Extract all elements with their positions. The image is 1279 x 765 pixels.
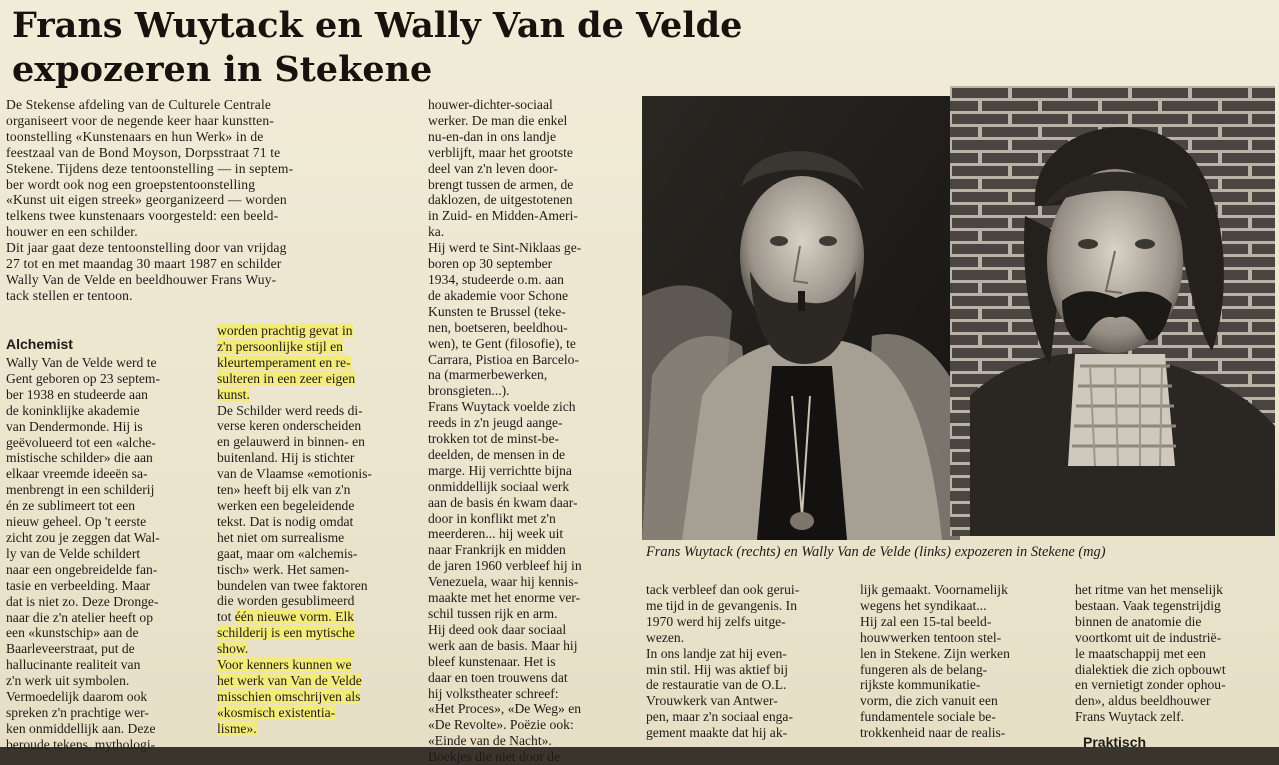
- photo-frans-wuytack: [642, 96, 960, 540]
- highlighted-passage: worden prachtig gevat in z'n persoonlijke stijl en kleurtemperament en re- sulteren in een zeer eigen kunst.: [217, 323, 356, 402]
- column-4-body: tack verbleef dan ook gerui- me tijd in de gevangenis. In 1970 werd hij zelfs uitge- wezen. In ons landje zat hij even- min stil. Hij was aktief bij de restauratie van de O.L. Vrouwkerk van Antwer- pen, maar z'n sociaal enga- gement maakte dat hij ak-: [646, 582, 800, 741]
- portrait-bearded-man-icon: [642, 96, 960, 540]
- column-5-body: lijk gemaakt. Voornamelijk wegens het syndikaat... Hij zal een 15-tal beeld- houwwerken tentoon stel- len in Stekene. Zijn werken fungeren als de belang- rijkste kommunikatie- vorm, die zich vanuit een fundamentele sociale be- trokkenheid naar de realis-: [860, 582, 1010, 741]
- highlighted-passage: één nieuwe vorm. Elk schilderij is een mytische show.: [217, 609, 355, 657]
- column-2-body: [217, 323, 421, 747]
- column-6-body: het ritme van het menselijk bestaan. Vaak tegenstrijdig binnen de anatomie die voortkomt uit de industrië- le maatschappij met een dialektiek die zich opbouwt en vernietigt zonder ophou- den», aldus beeldhouwer Frans Wuytack zelf.: [1075, 582, 1226, 725]
- photo-wally-van-de-velde: [950, 86, 1275, 536]
- column-2-text: De Schilder werd reeds di- verse keren onderscheiden en gelauwerd in binnen- en buitenland. Hij is stichter van de Vlaamse «emotionis- ten» heeft bij elk van z'n werken een begeleidende tekst. Dat is nodig omdat het niet om surrealisme gaat, maar om «alchemis- tisch» werk. Het samen- bundelen van twee faktoren die worden gesublimeerd tot: [217, 402, 372, 625]
- article-headline: Frans Wuytack en Wally Van de Velde expozeren in Stekene: [12, 5, 743, 90]
- subhead-praktisch: Praktisch: [1083, 734, 1147, 750]
- highlighted-passage: Voor kenners kunnen we het werk van Van de Velde misschien omschrijven als «kosmisch existentia- lisme».: [217, 657, 362, 736]
- column-1-body: Wally Van de Velde werd te Gent geboren op 23 septem- ber 1938 en studeerde aan de koninklijke akademie van Dendermonde. Hij is geëvolueerd tot een «alche- mistische schilder» die aan elkaar vreemde ideeën sa- menbrengt in een schilderij én ze sublimeert tot een nieuw geheel. Op 't eerste zicht zou je zeggen dat Wal- ly van de Velde schildert naar een ongebreidelde fan- tasie en verbeelding. Maar dat is niet zo. Deze Dronge- naar die z'n atelier heeft op een «kunstschip» aan de Baarleveerstraat, put de hallucinante realiteit van z'n werk uit symbolen. Vermoedelijk daarom ook spreken z'n prachtige wer- ken onmiddellijk aan. Deze beroude tekens, mythologi-: [6, 355, 161, 752]
- intro-paragraph: De Stekense afdeling van de Culturele Centrale organiseert voor de negende keer haar kunstten- toonstelling «Kunstenaars en hun Werk» in de feestzaal van de Bond Moyson, Dorpsstraat 71 te Stekene. Tijdens deze tentoonstelling — in septem- ber wordt ook nog een groepstentoonstelling «Kunst uit eigen streek» georganizeerd — worden telkens twee kunstenaars voorgesteld: een beeld- houwer en een schilder. Dit jaar gaat deze tentoonstelling door van vrijdag 27 tot en met maandag 30 maart 1987 en schilder Wally Van de Velde en beeldhouwer Frans Wuy- tack stellen er tentoon.: [6, 97, 294, 303]
- column-3-body: houwer-dichter-sociaal werker. De man die enkel nu-en-dan in ons landje verblijft, maar het grootste deel van z'n leven door- brengt tussen de armen, de daklozen, de uitgestotenen in Zuid- en Midden-Ameri- ka. Hij werd te Sint-Niklaas ge- boren op 30 september 1934, studeerde o.m. aan de akademie voor Schone Kunsten te Brussel (teke- nen, boetseren, beeldhou- wen), te Gent (filosofie), te Carrara, Pistioa en Barcelo- na (marmerbewerken, bronsgieten...). Frans Wuytack voelde zich reeds in z'n jeugd aange- trokken tot de minst-be- deelden, de mensen in de marge. Hij verrichtte bijna onmiddellijk sociaal werk aan de basis én kwam daar- door in konflikt met z'n meerderen... hij week uit naar Frankrijk en midden de jaren 1960 verbleef hij in Venezuela, waar hij kennis- maakte met het enorme ver- schil tussen rijk en arm. Hij deed ook daar sociaal werk aan de basis. Maar hij bleef kunstenaar. Het is daar en toen trouwens dat hij volkstheater schreef: «Het Proces», «De Weg» en «De Revolte». Poëzie ook: «Einde van de Nacht». Boekjes die niet door de: [428, 97, 582, 765]
- photo-caption: Frans Wuytack (rechts) en Wally Van de Velde (links) expozeren in Stekene (mg): [646, 544, 1106, 560]
- subhead-alchemist: Alchemist: [6, 336, 73, 352]
- portrait-mustached-man-icon: [950, 86, 1275, 536]
